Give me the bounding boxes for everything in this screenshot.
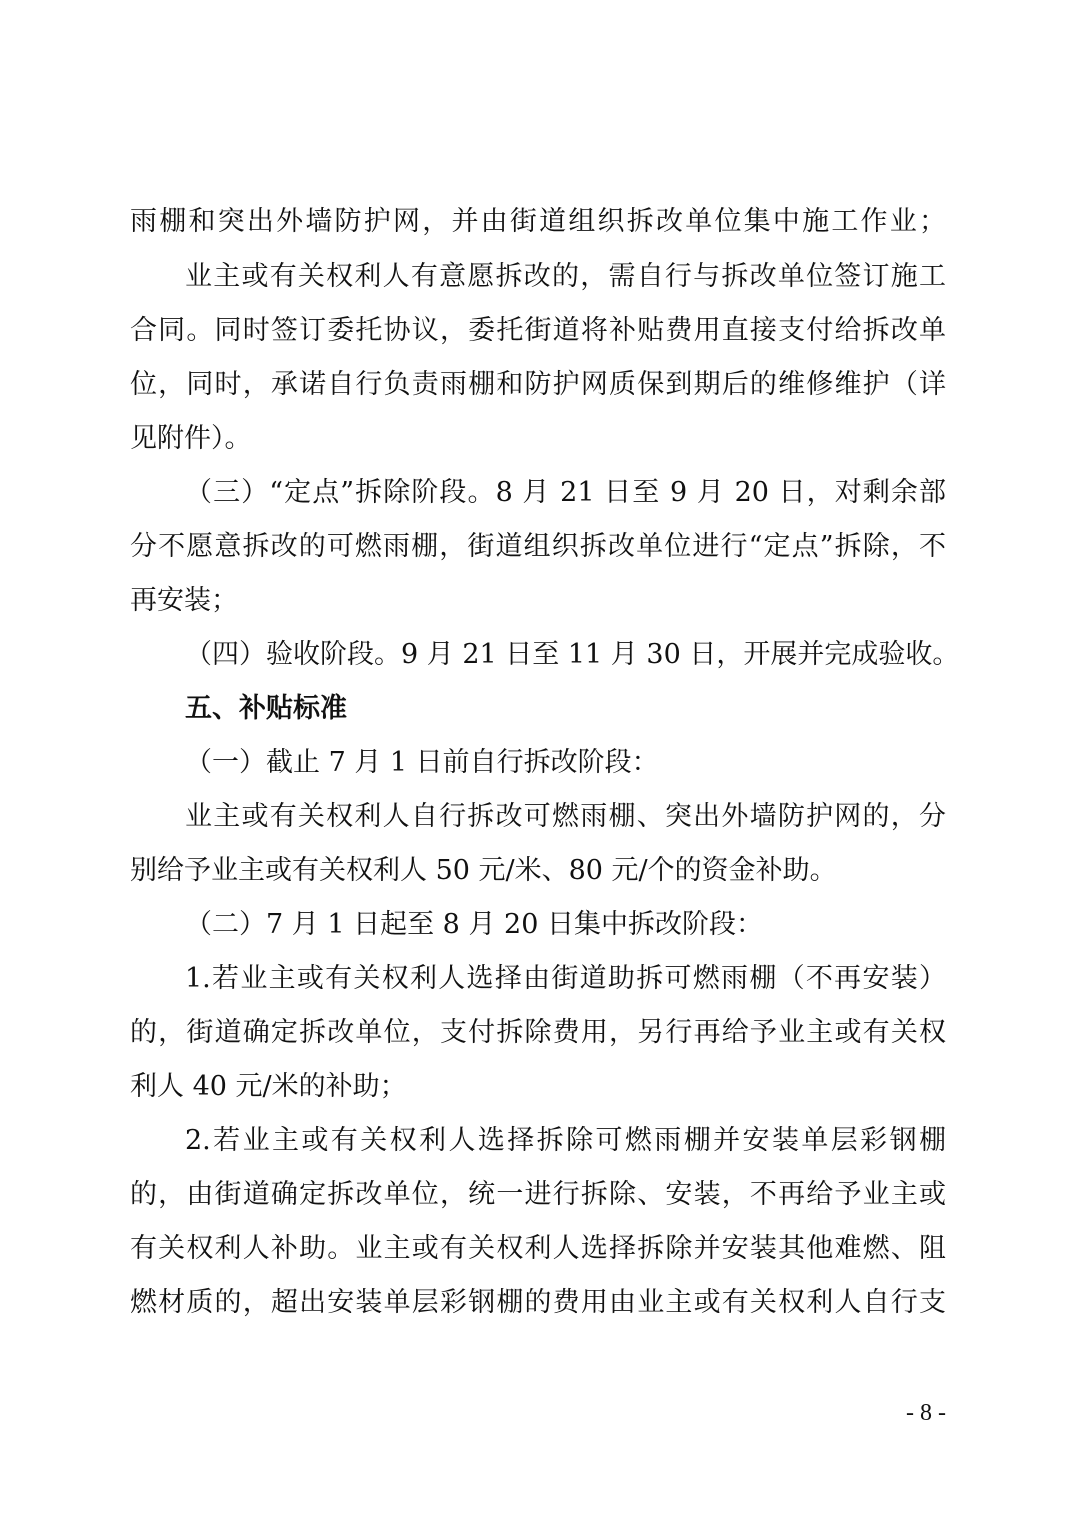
text-line: 的，由街道确定拆改单位，统一进行拆除、安装，不再给予业主或 xyxy=(130,1179,946,1210)
text-line: 合同。同时签订委托协议，委托街道将补贴费用直接支付给拆改单 xyxy=(130,315,946,346)
text-line: 业主或有关权利人有意愿拆改的，需自行与拆改单位签订施工 xyxy=(185,261,946,292)
text-line: 分不愿意拆改的可燃雨棚，街道组织拆改单位进行“定点”拆除，不 xyxy=(130,531,946,562)
subsection-heading: （二）7 月 1 日起至 8 月 20 日集中拆改阶段： xyxy=(185,909,763,940)
page-number: - 8 - xyxy=(906,1400,946,1426)
section-heading: 五、补贴标准 xyxy=(185,693,347,724)
text-line: 燃材质的，超出安装单层彩钢棚的费用由业主或有关权利人自行支 xyxy=(130,1287,946,1318)
text-line: 见附件）。 xyxy=(130,423,252,454)
text-line: 业主或有关权利人自行拆改可燃雨棚、突出外墙防护网的，分 xyxy=(185,801,946,832)
text-line: 的，街道确定拆改单位，支付拆除费用，另行再给予业主或有关权 xyxy=(130,1017,946,1048)
text-line: 利人 40 元/米的补助； xyxy=(130,1071,407,1102)
text-line: （三）“定点”拆除阶段。8 月 21 日至 9 月 20 日，对剩余部 xyxy=(185,477,946,508)
text-line: 2.若业主或有关权利人选择拆除可燃雨棚并安装单层彩钢棚 xyxy=(185,1125,946,1156)
text-line: 有关权利人补助。业主或有关权利人选择拆除并安装其他难燃、阻 xyxy=(130,1233,946,1264)
text-line: 再安装； xyxy=(130,585,238,616)
text-line: 雨棚和突出外墙防护网，并由街道组织拆改单位集中施工作业； xyxy=(130,206,946,237)
text-line: 1.若业主或有关权利人选择由街道助拆可燃雨棚（不再安装） xyxy=(185,963,946,994)
text-line: 位，同时，承诺自行负责雨棚和防护网质保到期后的维修维护（详 xyxy=(130,369,946,400)
text-line: （四）验收阶段。9 月 21 日至 11 月 30 日，开展并完成验收。 xyxy=(185,639,960,670)
text-line: 别给予业主或有关权利人 50 元/米、80 元/个的资金补助。 xyxy=(130,855,837,886)
subsection-heading: （一）截止 7 月 1 日前自行拆改阶段： xyxy=(185,747,659,778)
